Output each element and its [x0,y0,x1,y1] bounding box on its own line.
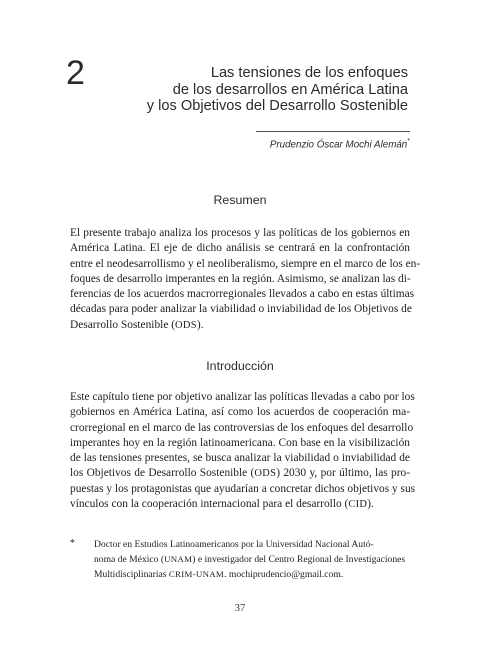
text-fragment: ). [367,498,374,511]
abbreviation: ODS [175,319,197,331]
text-fragment: Multidisciplinarias [94,569,169,580]
footnote-line [94,552,410,567]
text-line [70,466,410,481]
author-footnote-mark: * [407,138,410,145]
resumen-paragraph [70,226,421,333]
text-line: crorregional en el marco de las controversias de los enfoques del desarrollo [70,421,414,434]
chapter-number: 2 [66,54,85,92]
text-line: imperantes hoy en la región latinoamericana. Con base en la visibilización [70,436,410,449]
text-line: foques de desarrollo imperantes en la región. Asimismo, se analizan las di- [70,272,411,285]
abbreviation: UNAM [164,554,193,564]
text-line: entre el neodesarrollismo y el neoliberalismo, siempre en el marco de los en- [70,257,421,270]
footnote-line: Doctor en Estudios Latinoamericanos por la Universidad Nacional Autó- [94,539,374,550]
text-line: El presente trabajo analiza los procesos y las políticas de los gobiernos en [70,227,410,239]
author-name [190,138,410,150]
chapter-title-line: y los Objetivos del Desarrollo Sostenible [146,98,408,115]
text-fragment: ) e investigador del Centro Regional de Investigaciones [192,554,406,565]
text-line: puestas y los protagonistas que ayudarían a concretar dichos objetivos y sus [70,482,416,495]
text-line [70,497,410,512]
text-line: décadas para poder analizar la viabilidad o inviabilidad de los Objetivos de [70,303,412,316]
chapter-title-line: Las tensiones de los enfoques [210,65,408,81]
text-line: Este capítulo tiene por objetivo analizar las políticas llevadas a cabo por los [70,391,415,403]
chapter-title-line: de los desarrollos en América Latina [172,81,408,98]
introduccion-paragraph [70,390,416,512]
abbreviation: CID [348,499,368,511]
abbreviation: CRIM-UNAM [168,569,225,579]
footnote-mark: * [70,538,75,549]
text-fragment: noma de México ( [94,554,165,565]
text-line: gobiernos en América Latina, así como los acuerdos de cooperación ma- [70,406,410,419]
footnote-line [94,567,410,582]
text-line: de las tensiones presentes, se busca analizar la viabilidad o inviabilidad de [70,452,410,465]
page-number: 37 [234,603,246,614]
chapter-title [108,65,408,115]
text-fragment: . mochiprudencio@gmail.com. [224,569,344,580]
abbreviation: ODS [254,468,277,480]
text-fragment: vínculos con la cooperación internacional para el desarrollo ( [70,498,349,511]
resumen-heading: Resumen [213,193,267,207]
text-fragment: Desarrollo Sostenible ( [70,318,176,331]
text-line: América Latina. El eje de dicho análisis se centrará en la confrontación [70,242,410,255]
text-fragment: ) 2030 y, por último, las pro- [276,467,411,480]
text-line: ferencias de los acuerdos macrorregionales llevados a cabo en estas últimas [70,288,415,301]
text-fragment: los Objetivos de Desarrollo Sostenible ( [70,467,255,480]
text-line [70,318,410,333]
author-text: Prudenzio Óscar Mochi Alemán [269,139,408,151]
footnote [94,538,410,582]
introduccion-heading: Introducción [206,359,274,373]
author-divider [256,131,410,132]
text-fragment: ). [196,318,204,331]
